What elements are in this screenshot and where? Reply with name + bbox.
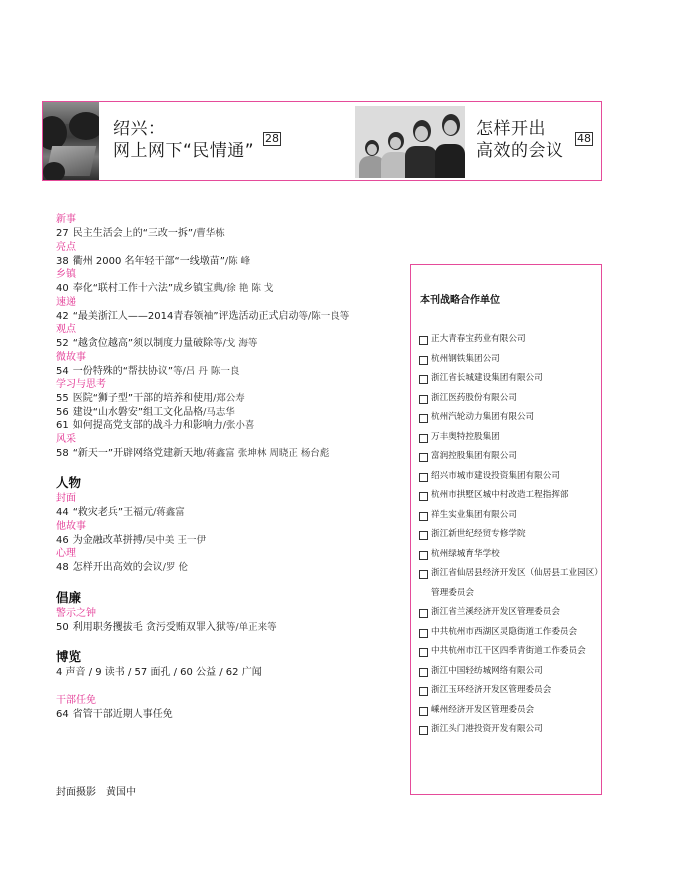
partner-item <box>419 545 599 565</box>
feature-2-title[interactable]: 怎样开出 高效的会议 <box>476 119 564 161</box>
toc-page-number: 56 <box>56 406 69 418</box>
toc-title: 医院“狮子型”干部的培养和使用 <box>72 393 214 404</box>
toc-title: 衢州 2000 名年轻干部“一线墩苗” <box>72 255 225 267</box>
checkbox-square-icon <box>419 473 428 482</box>
partner-name: 杭州钢铁集团公司 <box>431 353 500 364</box>
category-label: 风采 <box>56 433 76 445</box>
category-label: 学习与思考 <box>56 379 106 390</box>
toc-page-number: 50 <box>56 621 69 633</box>
toc-title: 如何提高党支部的战斗力和影响力 <box>72 420 223 431</box>
toc-author: /徐 艳 陈 戈 <box>223 283 274 294</box>
partner-item <box>419 603 599 623</box>
checkbox-square-icon <box>419 609 428 618</box>
toc-entry[interactable] <box>56 337 396 351</box>
checkbox-square-icon <box>419 726 428 735</box>
strategic-partners-box <box>410 264 602 795</box>
checkbox-square-icon <box>419 395 428 404</box>
toc-title: 省管干部近期人事任免 <box>72 708 173 720</box>
toc-author: /陈 峰 <box>224 255 251 267</box>
toc-author: /曹华栋 <box>193 228 225 239</box>
partner-name: 浙江新世纪经贸专修学院 <box>431 529 526 539</box>
partner-name: 浙江省兰溪经济开发区管理委员会 <box>431 607 560 617</box>
partner-name: 杭州绿城育华学校 <box>431 548 500 559</box>
toc-entry[interactable] <box>56 534 396 548</box>
partner-item <box>419 369 599 389</box>
category-label: 微故事 <box>56 351 86 363</box>
partner-name: 祥生实业集团有限公司 <box>431 509 517 520</box>
partner-name: 正大青春宝药业有限公司 <box>431 334 526 344</box>
toc-page-number: 58 <box>56 447 69 459</box>
partner-item <box>419 389 599 409</box>
toc-page-number: 61 <box>56 420 69 431</box>
checkbox-square-icon <box>419 512 428 521</box>
partner-item <box>419 662 599 682</box>
toc-entry[interactable] <box>56 255 396 269</box>
toc-entry[interactable] <box>56 310 396 324</box>
partner-item <box>419 408 599 428</box>
partners-heading: 本刊战略合作单位 <box>420 295 500 306</box>
toc-page-number: 46 <box>56 534 69 546</box>
checkbox-square-icon <box>419 668 428 677</box>
toc-author: /郑公寿 <box>213 393 245 404</box>
toc-entry[interactable] <box>56 282 396 296</box>
toc-entry[interactable] <box>56 447 396 461</box>
feature-2-page[interactable]: 48 <box>577 132 591 145</box>
toc-title: 一份特殊的“帮扶协议” <box>72 365 174 377</box>
toc-author: /蒋鑫富 张坤林 周晓正 杨台彪 <box>203 447 330 459</box>
toc-title: 奉化“联村工作十六法”成乡镇宝典 <box>72 283 224 294</box>
toc-page-number: 38 <box>56 255 69 267</box>
partner-item <box>419 681 599 701</box>
partner-name: 杭州市拱墅区城中村改造工程指挥部 <box>431 490 569 500</box>
table-of-contents <box>56 213 396 721</box>
toc-entry[interactable] <box>56 406 396 420</box>
bolan-line[interactable]: 4 声音 / 9 读书 / 57 面孔 / 60 公益 / 62 广闻 <box>56 667 262 678</box>
section-heading-changlian: 倡廉 <box>56 589 82 605</box>
category-label: 心理 <box>56 548 76 559</box>
checkbox-square-icon <box>419 375 428 384</box>
cover-photo-credit: 封面摄影 黄国中 <box>56 787 136 798</box>
partner-name: 中共杭州市西湖区灵隐街道工作委员会 <box>431 626 578 637</box>
partner-item <box>419 525 599 545</box>
section-heading-renwu: 人物 <box>56 475 82 490</box>
toc-author: /马志华 <box>203 406 235 418</box>
checkbox-square-icon <box>419 629 428 638</box>
checkbox-square-icon <box>419 492 428 501</box>
toc-title: 建设“山水磐安”组工文化品格 <box>72 406 204 418</box>
section-heading-bolan: 博览 <box>56 649 82 664</box>
toc-page-number: 42 <box>56 310 69 322</box>
toc-page-number: 52 <box>56 338 69 349</box>
shaoxing-aerial-photo <box>43 102 99 180</box>
category-label: 亮点 <box>56 241 76 253</box>
toc-title: 利用职务攫拔毛 贪污受贿双罪入狱 <box>72 621 226 633</box>
feature-1-page[interactable]: 28 <box>265 132 279 145</box>
toc-entry[interactable] <box>56 708 396 722</box>
checkbox-square-icon <box>419 434 428 443</box>
partner-name: 绍兴市城市建设投资集团有限公司 <box>431 470 560 481</box>
toc-entry[interactable] <box>56 227 396 241</box>
partner-item <box>419 447 599 467</box>
checkbox-square-icon <box>419 336 428 345</box>
partner-item <box>419 350 599 370</box>
partner-item <box>419 428 599 448</box>
toc-page-number: 44 <box>56 507 69 518</box>
checkbox-square-icon <box>419 453 428 462</box>
toc-author: /张小喜 <box>222 420 255 431</box>
partner-item <box>419 623 599 643</box>
partner-name: 富润控股集团有限公司 <box>431 451 517 461</box>
checkbox-square-icon <box>419 687 428 696</box>
partner-name: 浙江医药股份有限公司 <box>431 392 517 403</box>
toc-title: “新天一”开辟网络党建新天地 <box>72 447 204 459</box>
partner-item <box>419 330 599 350</box>
checkbox-square-icon <box>419 551 428 560</box>
partner-name: 嵊州经济开发区管理委员会 <box>431 704 535 715</box>
toc-title: “最美浙江人——2014青春领袖”评选活动正式启动 <box>72 310 299 322</box>
partner-item <box>419 506 599 526</box>
toc-title: “救灾老兵”王福元 <box>72 507 154 518</box>
toc-page-number: 40 <box>56 283 69 294</box>
category-label: 警示之钟 <box>56 607 96 619</box>
category-label: 新事 <box>56 214 76 225</box>
partner-name: 浙江中国轻纺城网络有限公司 <box>431 665 543 676</box>
category-label: 干部任免 <box>56 694 96 706</box>
toc-entry[interactable] <box>56 621 396 635</box>
partner-name: 浙江省仙居县经济开发区（仙居县工业园区）管理委员会 <box>431 568 599 598</box>
toc-author: /罗 伦 <box>162 562 188 573</box>
toc-author: 等/单正来等 <box>225 621 277 633</box>
checkbox-square-icon <box>419 414 428 423</box>
toc-page-number: 64 <box>56 708 69 720</box>
partner-name: 浙江省长城建设集团有限公司 <box>431 373 543 383</box>
feature-1-title[interactable]: 绍兴： 网上网下“民情通” <box>113 119 255 161</box>
toc-author: 等/吕 丹 陈一良 <box>173 365 240 377</box>
toc-entry[interactable] <box>56 392 396 406</box>
toc-entry[interactable] <box>56 506 396 520</box>
partner-name: 浙江头门港投资开发有限公司 <box>431 724 543 734</box>
partner-name: 杭州汽轮动力集团有限公司 <box>431 412 535 422</box>
partner-item <box>419 467 599 487</box>
toc-author: 等/陈一良等 <box>298 310 350 322</box>
category-label: 他故事 <box>56 520 86 532</box>
category-label: 封面 <box>56 493 76 504</box>
meeting-photo <box>355 106 465 178</box>
toc-entry[interactable] <box>56 365 396 379</box>
checkbox-square-icon <box>419 531 428 540</box>
toc-page-number: 54 <box>56 365 69 377</box>
toc-author: /蒋鑫富 <box>153 507 185 518</box>
checkbox-square-icon <box>419 648 428 657</box>
toc-entry[interactable] <box>56 561 396 575</box>
toc-author: 等/戈 海等 <box>213 338 258 349</box>
partner-item <box>419 720 599 740</box>
partner-item <box>419 486 599 506</box>
partner-name: 中共杭州市江干区四季青街道工作委员会 <box>431 646 586 656</box>
partner-item <box>419 701 599 721</box>
toc-page-number: 48 <box>56 562 69 573</box>
category-label: 速递 <box>56 296 76 308</box>
toc-author: /吴中美 王一伊 <box>142 534 206 546</box>
category-label: 乡镇 <box>56 269 76 280</box>
checkbox-square-icon <box>419 356 428 365</box>
checkbox-square-icon <box>419 570 428 579</box>
toc-page-number: 27 <box>56 228 69 239</box>
partner-name: 浙江玉环经济开发区管理委员会 <box>431 685 552 695</box>
toc-entry[interactable] <box>56 419 396 433</box>
partner-name: 万丰奥特控股集团 <box>431 431 500 442</box>
toc-title: 民主生活会上的“三改一拆” <box>72 228 194 239</box>
partner-item <box>419 564 599 603</box>
partner-item <box>419 642 599 662</box>
toc-page-number: 55 <box>56 393 69 404</box>
partners-list <box>419 330 599 740</box>
checkbox-square-icon <box>419 707 428 716</box>
featured-banner <box>42 101 602 181</box>
category-label: 观点 <box>56 324 76 335</box>
toc-title: “越贪位越高”须以制度力量破除 <box>72 338 214 349</box>
toc-title: 怎样开出高效的会议 <box>72 562 163 573</box>
toc-title: 为金融改革拼搏 <box>72 534 143 546</box>
